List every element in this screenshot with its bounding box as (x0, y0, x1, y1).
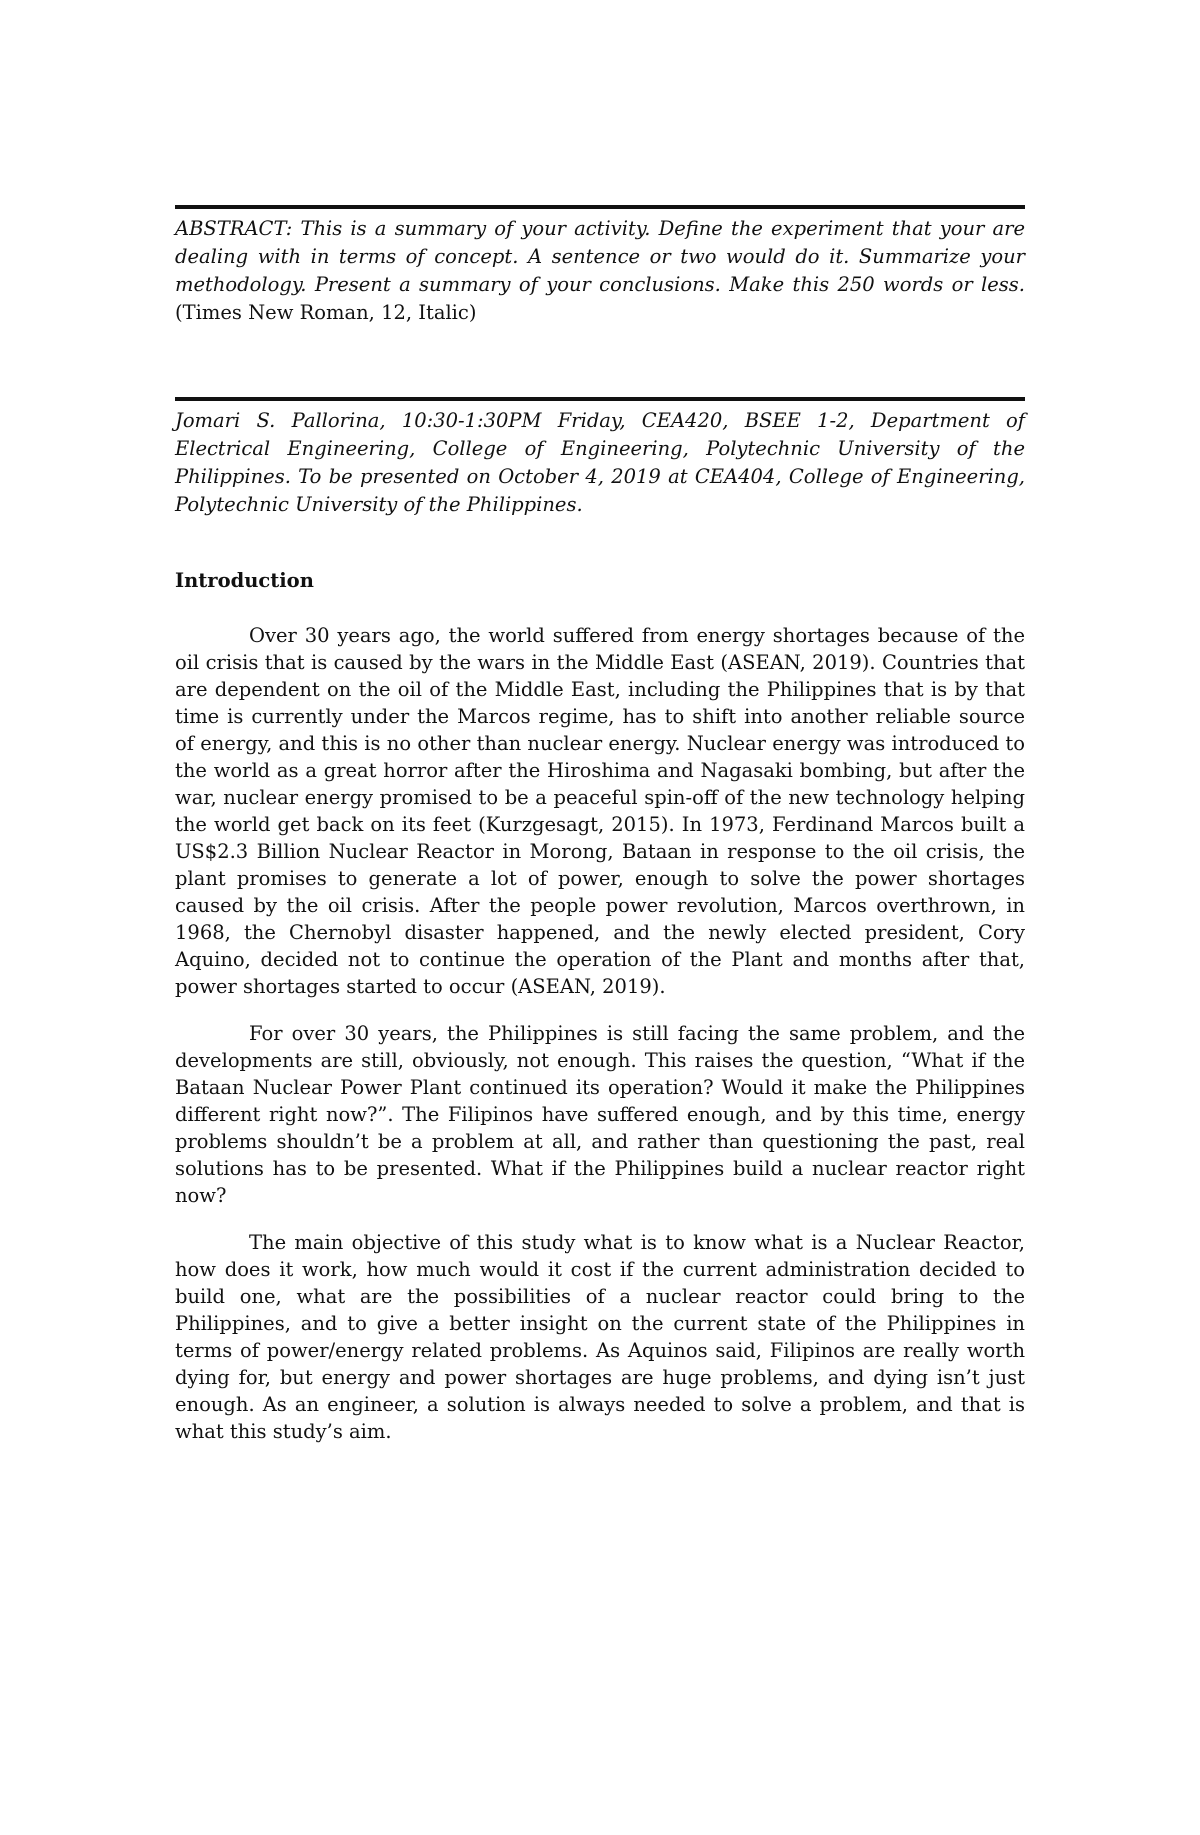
abstract-body: ABSTRACT: This is a summary of your activity. Define the experiment that your are dealing with in terms of concept. A sentence or two would do it. Summarize your methodology. Present a summary of your conclusions. Make this 250 words or less. (175, 217, 1025, 296)
paragraph: Over 30 years ago, the world suffered from energy shortages because of the oil crisis that is caused by the wars in the Middle East (ASEAN, 2019). Countries that are dependent on the oil of the Middle East, including the Philippines that is by that time is currently under the Marcos regime, has to shift into another reliable source of energy, and this is no other than nuclear energy. Nuclear energy was introduced to the world as a great horror after the Hiroshima and Nagasaki bombing, but after the war, nuclear energy promised to be a peaceful spin-off of the new technology helping the world get back on its feet (Kurzgesagt, 2015). In 1973, Ferdinand Marcos built a US$2.3 Billion Nuclear Reactor in Morong, Bataan in response to the oil crisis, the plant promises to generate a lot of power, enough to solve the power shortages caused by the oil crisis. After the people power revolution, Marcos overthrown, in 1968, the Chernobyl disaster happened, and the newly elected president, Cory Aquino, decided not to continue the operation of the Plant and months after that, power shortages started to occur (ASEAN, 2019). (175, 624, 1025, 998)
introduction-body (175, 622, 1025, 1465)
section-title-introduction: Introduction (175, 569, 314, 592)
author-info: Jomari S. Pallorina, 10:30-1:30PM Friday, CEA420, BSEE 1-2, Department of Electrical Engineering, College of Engineering, Polytechnic University of the Philippines. To be presented on October 4, 2019 at CEA404, College of Engineering, Polytechnic University of the Philippines. (175, 409, 1025, 516)
paragraph: The main objective of this study what is to know what is a Nuclear Reactor, how does it work, how much would it cost if the current administration decided to build one, what are the possibilities of a nuclear reactor could bring to the Philippines, and to give a better insight on the current state of the Philippines in terms of power/energy related problems. As Aquinos said, Filipinos are really worth dying for, but energy and power shortages are huge problems, and dying isn’t just enough. As an engineer, a solution is always needed to solve a problem, and that is what this study’s aim. (175, 1231, 1025, 1443)
abstract-format-note: (Times New Roman, 12, Italic) (175, 301, 477, 324)
author-top-rule (175, 397, 1025, 401)
abstract-top-rule (175, 205, 1025, 209)
author-section (175, 397, 1025, 519)
paragraph: For over 30 years, the Philippines is still facing the same problem, and the developments are still, obviously, not enough. This raises the question, “What if the Bataan Nuclear Power Plant continued its operation? Would it make the Philippines different right now?”. The Filipinos have suffered enough, and by this time, energy problems shouldn’t be a problem at all, and rather than questioning the past, real solutions has to be presented. What if the Philippines build a nuclear reactor right now? (175, 1022, 1025, 1207)
abstract-text (175, 215, 1025, 327)
abstract-section (175, 205, 1025, 327)
